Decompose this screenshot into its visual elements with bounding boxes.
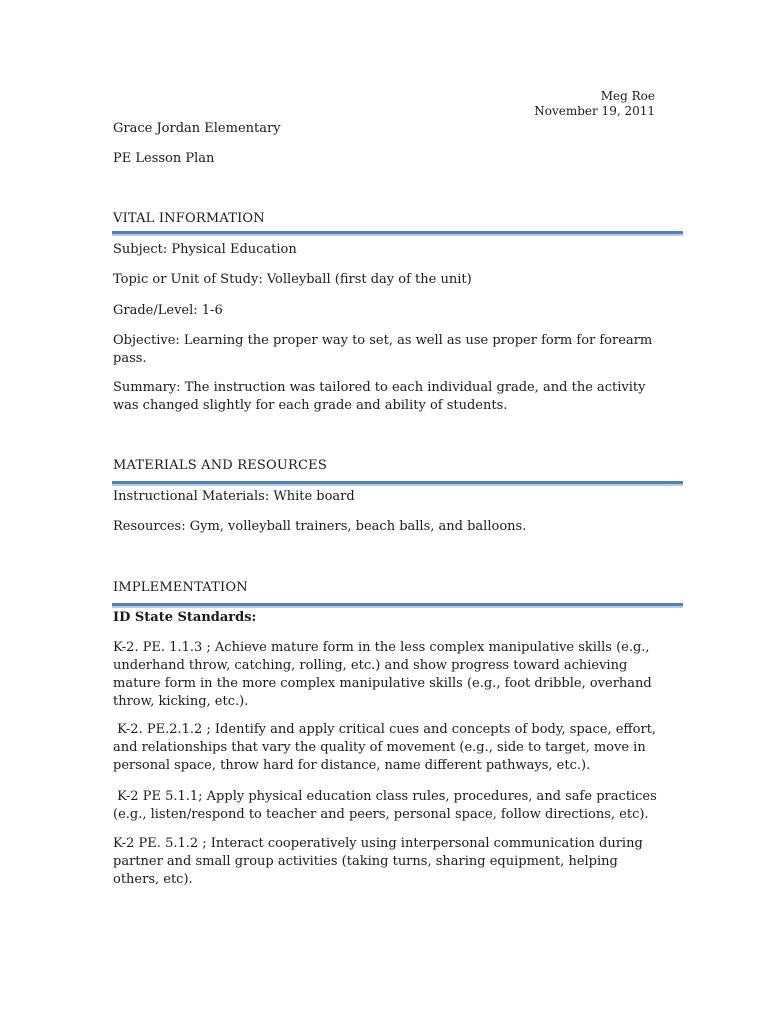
grade-line: Grade/Level: 1-6	[113, 303, 223, 318]
standard-item: K-2 PE. 5.1.2 ; Interact cooperatively using interpersonal communication during partner and small group activities (taking turns, sharing equipment, helping others, etc).	[113, 836, 643, 887]
section-divider	[112, 481, 683, 486]
document-title: PE Lesson Plan	[113, 151, 215, 166]
standard-item: K-2. PE. 1.1.3 ; Achieve mature form in the less complex manipulative skills (e.g., underhand throw, catching, rolling, etc.) and show progress toward achieving mature form in the more complex manipulative skills (e.g., foot dribble, overhand throw, kicking, etc.).	[113, 640, 652, 709]
standard-item: K-2 PE 5.1.1; Apply physical education class rules, procedures, and safe practices (e.g., listen/respond to teacher and peers, personal space, follow directions, etc).	[113, 789, 661, 822]
author-name: Meg Roe	[600, 89, 655, 103]
topic-line: Topic or Unit of Study: Volleyball (first day of the unit)	[113, 272, 472, 287]
standard-item: K-2. PE.2.1.2 ; Identify and apply critical cues and concepts of body, space, effort, and relationships that vary the quality of movement (e.g., side to target, move in personal space, throw hard for distance, name different pathways, etc.).	[113, 722, 661, 773]
instructional-materials-line: Instructional Materials: White board	[113, 489, 355, 504]
section-divider	[112, 603, 683, 608]
school-name: Grace Jordan Elementary	[113, 121, 281, 136]
subject-line: Subject: Physical Education	[113, 242, 297, 257]
author-date-block	[534, 89, 655, 119]
resources-line: Resources: Gym, volleyball trainers, beach balls, and balloons.	[113, 519, 527, 534]
section-heading-vital-information: VITAL INFORMATION	[113, 211, 265, 226]
standards-title: ID State Standards:	[113, 610, 257, 625]
section-divider	[112, 231, 683, 236]
document-date: November 19, 2011	[534, 104, 655, 118]
section-heading-materials-and-resources: MATERIALS AND RESOURCES	[113, 458, 327, 473]
objective-paragraph: Objective: Learning the proper way to set, as well as use proper form for forearm pass.	[113, 333, 653, 366]
summary-paragraph: Summary: The instruction was tailored to each individual grade, and the activity was changed slightly for each grade and ability of students.	[113, 380, 646, 413]
section-heading-implementation: IMPLEMENTATION	[113, 580, 248, 595]
